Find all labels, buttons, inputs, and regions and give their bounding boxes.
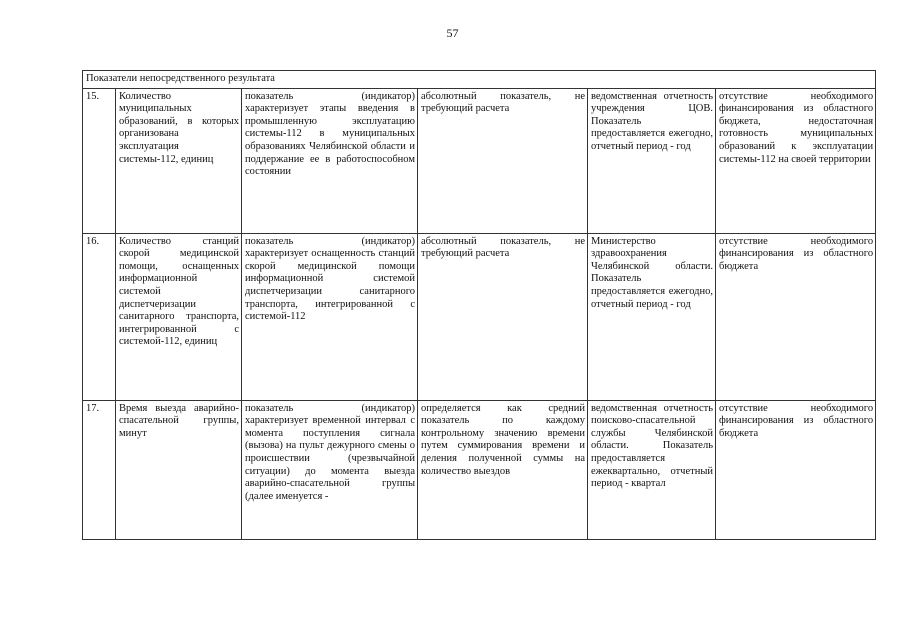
row-number: 17. <box>83 400 116 539</box>
indicator-name: Количество станций скорой медицинской помощи, оснащенных информационной системой диспетчеризации санитарного транспорта, интегрированной с системой-112, единиц <box>116 233 242 400</box>
table-row <box>83 88 876 233</box>
indicator-definition: показатель (индикатор) характеризует оснащенность станций скорой медицинской помощи информационной системой диспетчеризации санитарного транспорта, интегрированной с системой-112 <box>242 233 418 400</box>
page-number: 57 <box>446 26 459 40</box>
indicator-name: Время выезда аварийно-спасательной группы, минут <box>116 400 242 539</box>
risk-factors: отсутствие необходимого финансирования из областного бюджета <box>716 233 876 400</box>
row-number: 16. <box>83 233 116 400</box>
indicators-table <box>82 70 876 540</box>
calculation-method: абсолютный показатель, не требующий расчета <box>418 88 588 233</box>
calculation-method: определяется как средний показатель по каждому контрольному значению времени путем суммирования времени и деления полученной суммы на количество выездов <box>418 400 588 539</box>
risk-factors: отсутствие необходимого финансирования из областного бюджета, недостаточная готовность муниципальных образований к эксплуатации системы-112 на своей территории <box>716 88 876 233</box>
indicator-name: Количество муниципальных образований, в которых организована эксплуатация системы-112, единиц <box>116 88 242 233</box>
row-number: 15. <box>83 88 116 233</box>
table-row <box>83 400 876 539</box>
data-source: ведомственная отчетность учреждения ЦОВ. Показатель предоставляется ежегодно, отчетный период - год <box>588 88 716 233</box>
data-source: Министерство здравоохранения Челябинской области. Показатель предоставляется ежегодно, отчетный период - год <box>588 233 716 400</box>
risk-factors: отсутствие необходимого финансирования из областного бюджета <box>716 400 876 539</box>
data-source: ведомственная отчетность поисково-спасательной службы Челябинской области. Показатель предоставляется ежеквартально, отчетный период - квартал <box>588 400 716 539</box>
section-header-row <box>83 71 876 89</box>
indicator-definition: показатель (индикатор) характеризует временной интервал с момента поступления сигнала (вызова) на пульт дежурного смены о происшествии (чрезвычайной ситуации) до момента выезда аварийно-спасательной группы (далее именуется - <box>242 400 418 539</box>
section-title: Показатели непосредственного результата <box>83 71 876 89</box>
indicator-definition: показатель (индикатор) характеризует этапы введения в промышленную эксплуатацию системы-112 в муниципальных образованиях Челябинской области и поддержание ее в работоспособном состоянии <box>242 88 418 233</box>
table-row <box>83 233 876 400</box>
calculation-method: абсолютный показатель, не требующий расчета <box>418 233 588 400</box>
